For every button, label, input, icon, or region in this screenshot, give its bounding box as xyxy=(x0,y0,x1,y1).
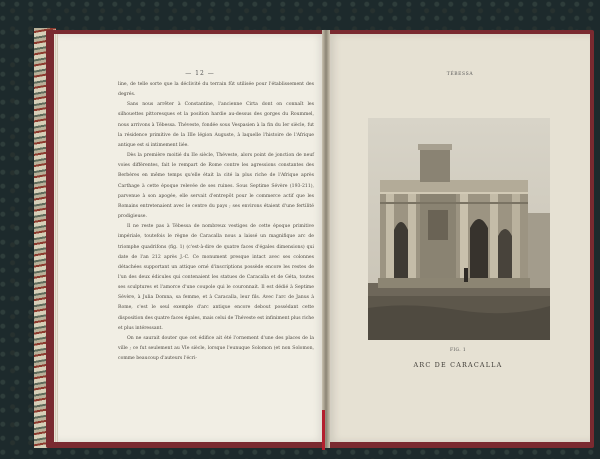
figure-caption: ARC DE CARACALLA xyxy=(413,361,503,369)
body-text xyxy=(118,80,314,364)
book-gutter xyxy=(322,30,330,448)
page-number: — 12 — xyxy=(185,70,215,77)
paragraph: Sans nous arrêter à Constantine, l'ancienne Cirta dont on connaît les silhouettes pittoresques et la position hardie au-dessus des gorges du Roummel, nous arrivons à Tébessa. Théveste, fondée sous Vespasien à la fin du Ier siècle, fut la résidence primitive de la IIIe légion Auguste, à laquelle l'histoire de l'Afrique antique est si intimement liée. xyxy=(118,102,314,148)
running-head: TÉBESSA xyxy=(446,72,474,77)
figure-label: FIG. 1 xyxy=(449,348,467,353)
paragraph: Il ne reste pas à Tébessa de nombreux vestiges de cette époque primitive impériale, toutefois le règne de Caracalla nous a laissé un magnifique arc de triomphe quadrifons (fig. 1) (c'est-à-dire de quatre faces d'égales dimensions) qui date de l'an 212 après J.-C. Ce monument presque intact avec ses colonnes détachées supportant un attique orné d'inscriptions possède encore les restes de l'un des deux édicules qui contenaient les statues de Caracalla et de Géta, toutes ses sculptures et l'amorce d'une coupole qui le couronnait. Il est dédié à Septime Sévère, à Julia Domna, sa femme, et à Caracalla, leur fils. Avec l'arc de Janus à Rome, c'est le seul exemple d'arc antique encore debout possédant cette disposition des quatre faces égales, mais celui de Théveste est infiniment plus riche et plus intéressant. xyxy=(118,224,314,331)
paragraph: On ne saurait douter que cet édifice ait été l'ornement d'une des places de la ville ; ce fut seulement au VIe siècle, lorsque l'eunuque Solomon (et non Solomon, comme beaucoup d'auteurs l'écri- xyxy=(118,335,314,362)
bookmark-ribbon xyxy=(322,410,325,450)
paragraph: line, de telle sorte que la déclivité du terrain fût utilisée pour l'établissement des degrés. xyxy=(118,82,314,98)
arch-photograph xyxy=(368,118,550,340)
paragraph: Dès la première moitié du IIe siècle, Théveste, alors point de jonction de neuf voies différentes, fait le rempart de Rome contre les agressions constantes des Berbères en même temps qu'elle était la cité la plus riche de l'Afrique après Carthage à cette époque relevée de ses ruines. Sous Septime Sévère (193-211), parvenue à son apogée, elle servait d'entrepôt pour le commerce actif que les Romains entretenaient avec le centre du pays ; ses environs étaient d'une fertilité prodigieuse. xyxy=(118,153,314,220)
